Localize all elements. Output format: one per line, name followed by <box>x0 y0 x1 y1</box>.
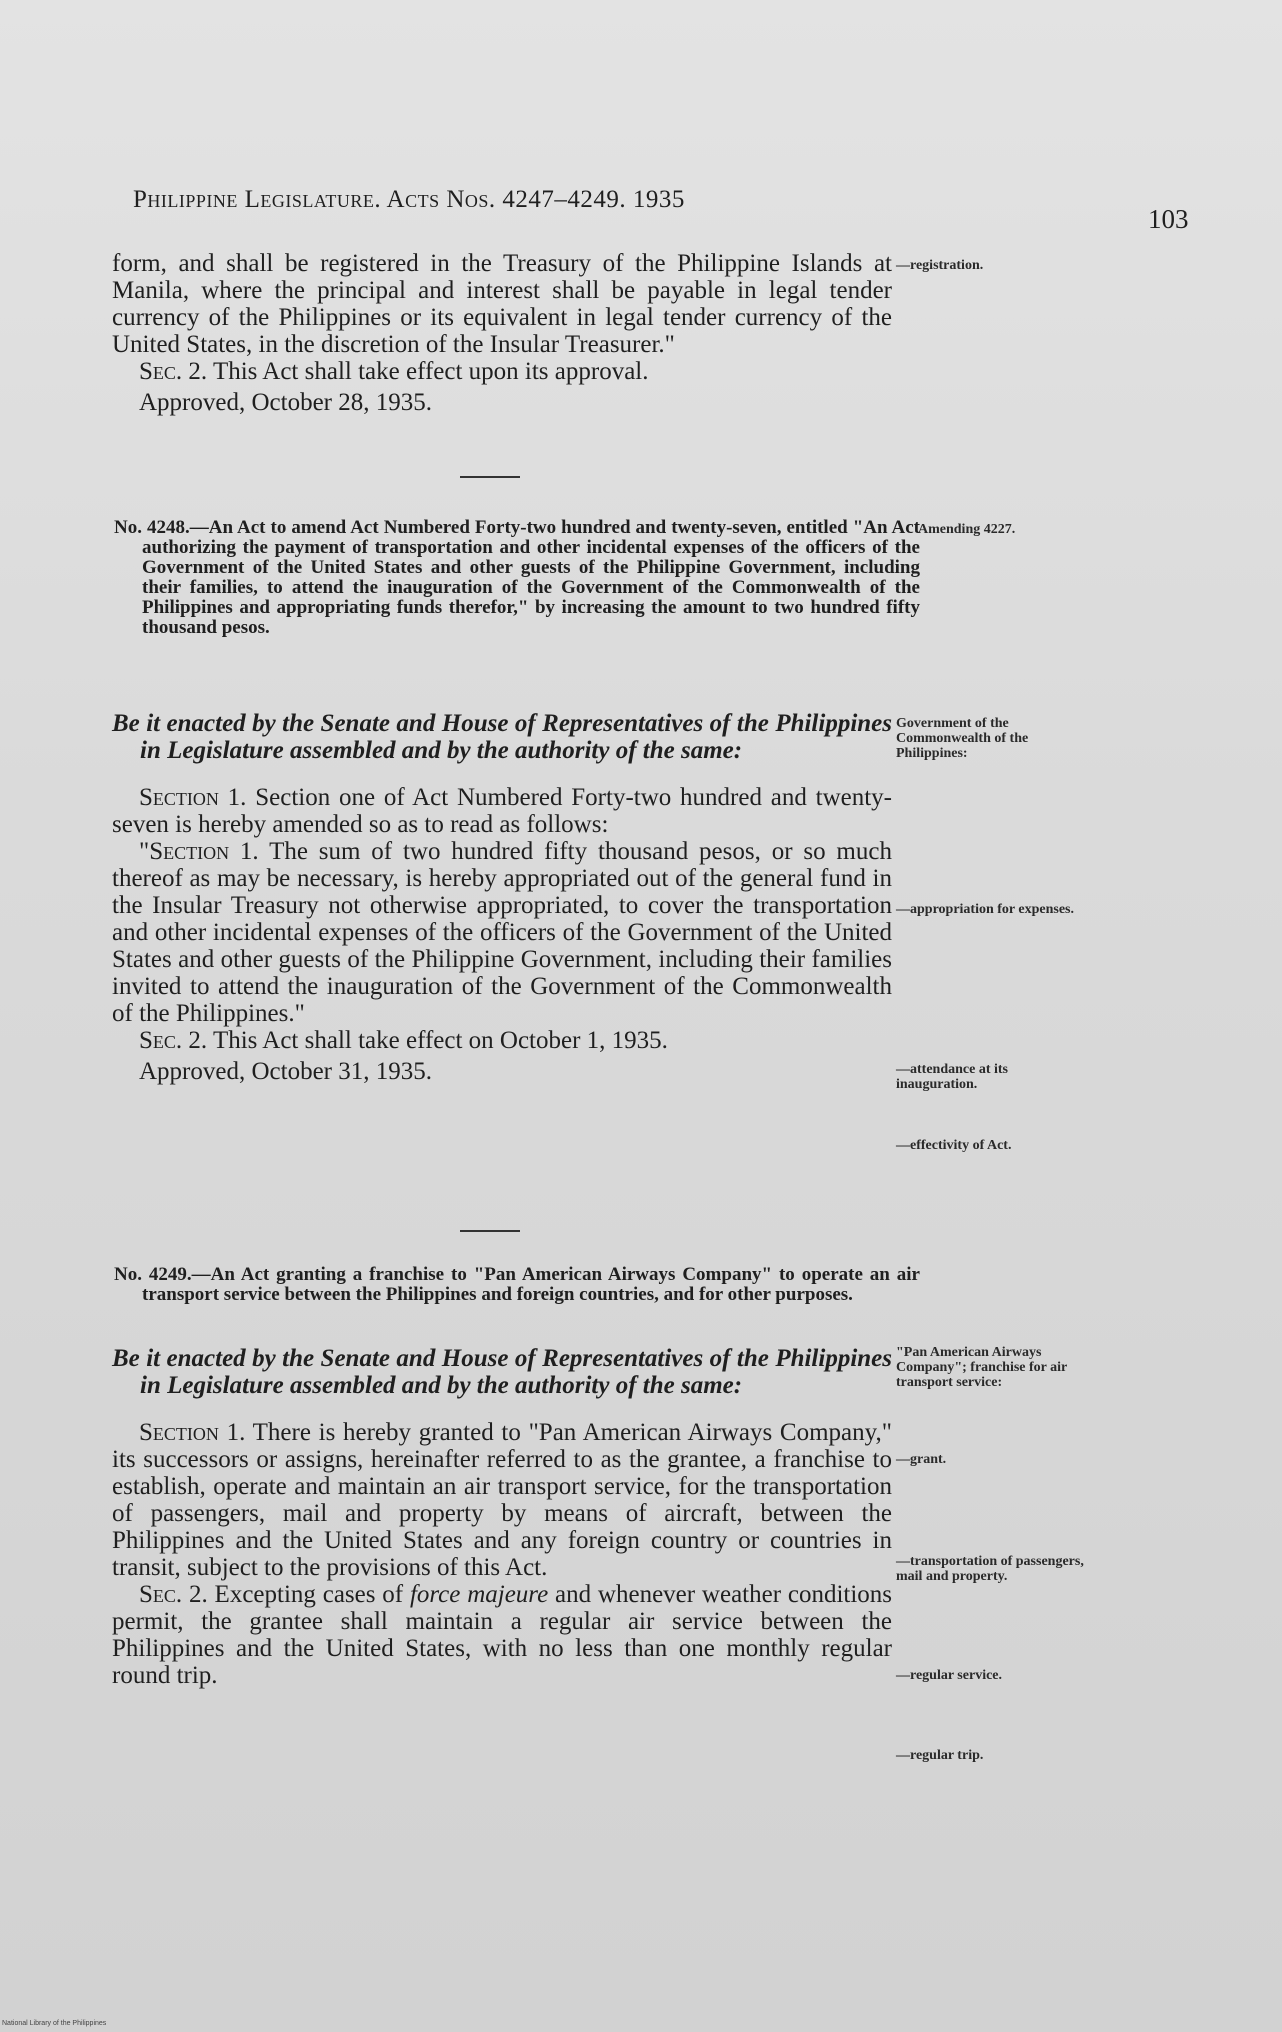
act-4248-approved: Approved, October 31, 1935. <box>139 1058 432 1085</box>
section-text: and whenever weather conditions permit, the grantee shall maintain a regular air service between the Philippines and the United States, with no less than one monthly regular round trip. <box>112 1581 893 1689</box>
section-label: Section 1. <box>139 1419 246 1446</box>
margin-note-attendance: —attendance at its inauguration. <box>896 1062 1008 1092</box>
section-text: Excepting cases of <box>207 1581 410 1608</box>
running-head: Philippine Legislature. Acts Nos. 4247–4249. 1935 <box>133 186 685 213</box>
section-italic-term: force majeure <box>409 1581 549 1608</box>
section-text: The sum of two hundred fifty thousand pesos, or so much thereof as may be necessary, is hereby appropriated out of the general fund in the Insular Treasury not otherwise appropriated, to cover the transportation and other incidental expenses of the officers of the Government of the United States and other guests of the Philippine Government, including their families invited to attend the inauguration of the Government of the Commonwealth of the Philippines." <box>112 838 892 1027</box>
act-4249-title: No. 4249.—An Act granting a franchise to "Pan American Airways Company" to operate an air transport service between the Philippines and foreign countries, and for other purposes. <box>114 1264 920 1305</box>
act-4247-section-2 <box>112 358 892 385</box>
section-text: This Act shall take effect on October 1, 1935. <box>207 1027 668 1054</box>
footer-caption: National Library of the Philippines <box>2 2020 107 2027</box>
act-4248-enacting-clause: Be it enacted by the Senate and House of Representatives of the Philippines in Legislature assembled and by the authority of the same: <box>112 710 892 764</box>
act-4248-section-1 <box>112 784 892 838</box>
act-4248-body <box>112 710 892 1085</box>
margin-note-effectivity: —effectivity of Act. <box>896 1138 1012 1153</box>
margin-note-transportation: —transportation of passengers, mail and property. <box>896 1554 1084 1584</box>
act-4249-section-2 <box>112 1581 892 1689</box>
act-4248-quoted-section <box>112 838 892 1027</box>
section-label: Sec. 2. <box>139 1581 208 1608</box>
act-4247-paragraph: form, and shall be registered in the Treasury of the Philippine Islands at Manila, where the principal and interest shall be payable in legal tender currency of the Philippines or its equivalent in legal tender currency of the United States, in the discretion of the Insular Treasurer." <box>112 250 892 358</box>
margin-note-regular-trip: —regular trip. <box>896 1748 984 1763</box>
section-label: Sec. 2. <box>139 358 208 385</box>
act-4249-body <box>112 1345 892 1689</box>
section-label: "Section 1. <box>139 838 259 865</box>
section-label: Section 1. <box>139 784 247 811</box>
margin-note-government: Government of the Commonwealth of the Philippines: <box>896 716 1029 761</box>
act-4247-continuation <box>112 250 892 416</box>
act-4247-approved: Approved, October 28, 1935. <box>139 389 432 416</box>
margin-note-regular-service: —regular service. <box>896 1668 1003 1683</box>
act-4249-section-1 <box>112 1419 892 1581</box>
section-divider <box>460 1230 520 1232</box>
act-4248-section-2 <box>112 1027 892 1054</box>
margin-note-appropriation: —appropriation for expenses. <box>896 902 1074 917</box>
section-text: There is hereby granted to "Pan American Airways Company," its successors or assigns, hereinafter referred to as the grantee, a franchise to establish, operate and maintain an air transport service, for the transportation of passengers, mail and property by means of aircraft, between the Philippines and the United States and any foreign country or countries in transit, subject to the provisions of this Act. <box>112 1419 892 1581</box>
page-number: 103 <box>1148 204 1189 234</box>
margin-note-grant: —grant. <box>896 1452 947 1467</box>
act-4249-enacting-clause: Be it enacted by the Senate and House of Representatives of the Philippines in Legislature assembled and by the authority of the same: <box>112 1345 892 1399</box>
section-label: Sec. 2. <box>139 1027 208 1054</box>
act-4248-title: No. 4248.—An Act to amend Act Numbered Forty-two hundred and twenty-seven, entitled "An Act authorizing the payment of transportation and other incidental expenses of the officers of the Government of the United States and other guests of the Philippine Government, including their families, to attend the inauguration of the Government of the Commonwealth of the Philippines and appropriating funds therefor," by increasing the amount to two hundred fifty thousand pesos. <box>114 517 920 638</box>
section-text: This Act shall take effect upon its approval. <box>207 358 649 385</box>
section-text: Section one of Act Numbered Forty-two hundred and twenty-seven is hereby amended so as to read as follows: <box>112 784 892 838</box>
margin-note-amending: Amending 4227. <box>918 522 1016 537</box>
section-divider <box>460 476 520 478</box>
margin-note-pan-american: "Pan American Airways Company"; franchise for air transport service: <box>896 1345 1067 1390</box>
margin-note-registration: —registration. <box>896 258 984 273</box>
